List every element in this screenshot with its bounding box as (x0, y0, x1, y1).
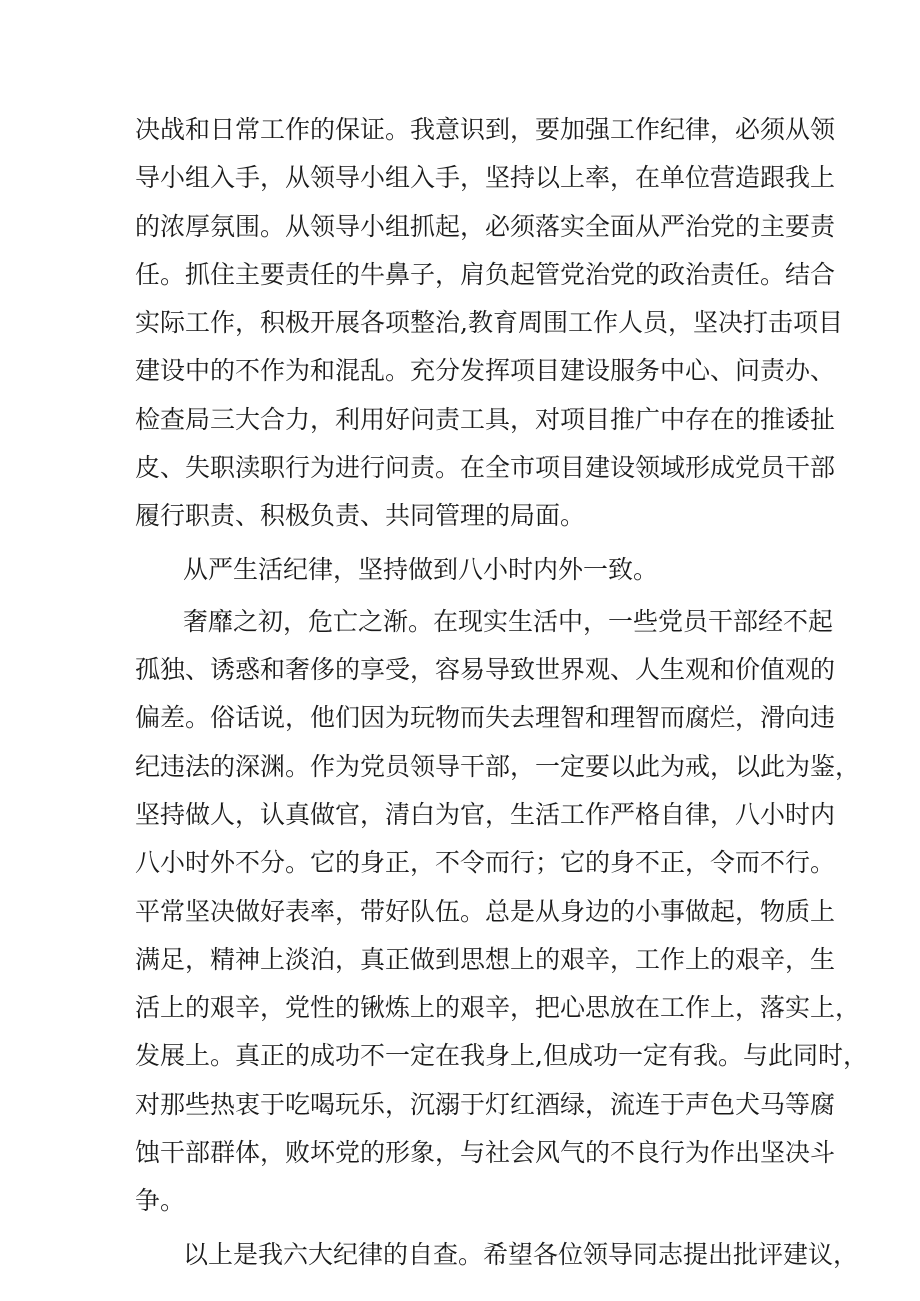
text-line: 争。 (135, 1186, 186, 1215)
text-line: 导小组入手，从领导小组入手，坚持以上率，在单位营造跟我上 (135, 163, 836, 192)
text-line: 实际工作，积极开展各项整治,教育周围工作人员，坚决打击项目 (135, 308, 843, 337)
closing-paragraph: 以上是我六大纪律的自查。希望各位领导同志提出批评建议， (183, 1240, 859, 1269)
text-line: 的浓厚氛围。从领导小组抓起，必须落实全面从严治党的主要责 (135, 212, 836, 241)
text-line: 奢靡之初，危亡之渐。在现实生活中，一些党员干部经不起 (183, 607, 834, 636)
text-line: 孤独、诱惑和奢侈的享受，容易导致世界观、人生观和价值观的 (135, 655, 836, 684)
text-line: 纪违法的深渊。作为党员领导干部，一定要以此为戒，以此为鉴， (135, 752, 861, 781)
text-line: 平常坚决做好表率，带好队伍。总是从身边的小事做起，物质上 (135, 897, 836, 926)
text-line: 满足，精神上淡泊，真正做到思想上的艰辛，工作上的艰辛，生 (135, 945, 836, 974)
text-line: 发展上。真正的成功不一定在我身上,但成功一定有我。与此同时， (135, 1041, 868, 1070)
text-line: 蚀干部群体，败坏党的形象，与社会风气的不良行为作出坚决斗 (135, 1138, 836, 1167)
section-heading: 从严生活纪律，坚持做到八小时内外一致。 (183, 555, 659, 584)
text-line: 决战和日常工作的保证。我意识到，要加强工作纪律，必须从领 (135, 115, 836, 144)
text-line: 检查局三大合力，利用好问责工具，对项目推广中存在的推诿扯 (135, 405, 836, 434)
text-line: 坚持做人，认真做官，清白为官，生活工作严格自律，八小时内 (135, 800, 836, 829)
text-line: 活上的艰辛，党性的锹炼上的艰辛，把心思放在工作上，落实上， (135, 993, 861, 1022)
text-line: 对那些热衷于吃喝玩乐，沉溺于灯红酒绿，流连于声色犬马等腐 (135, 1090, 836, 1119)
text-line: 履行职责、积极负责、共同管理的局面。 (135, 501, 586, 530)
text-line: 八小时外不分。它的身正，不令而行；它的身不正，令而不行。 (135, 848, 836, 877)
text-line: 皮、失职渎职行为进行问责。在全市项目建设领域形成党员干部 (135, 453, 836, 482)
text-line: 建设中的不作为和混乱。充分发挥项目建设服务中心、问责办、 (135, 356, 836, 385)
text-line: 偏差。俗话说，他们因为玩物而失去理智和理智而腐烂，滑向违 (135, 703, 836, 732)
text-line: 任。抓住主要责任的牛鼻子，肩负起管党治党的政治责任。结合 (135, 260, 836, 289)
